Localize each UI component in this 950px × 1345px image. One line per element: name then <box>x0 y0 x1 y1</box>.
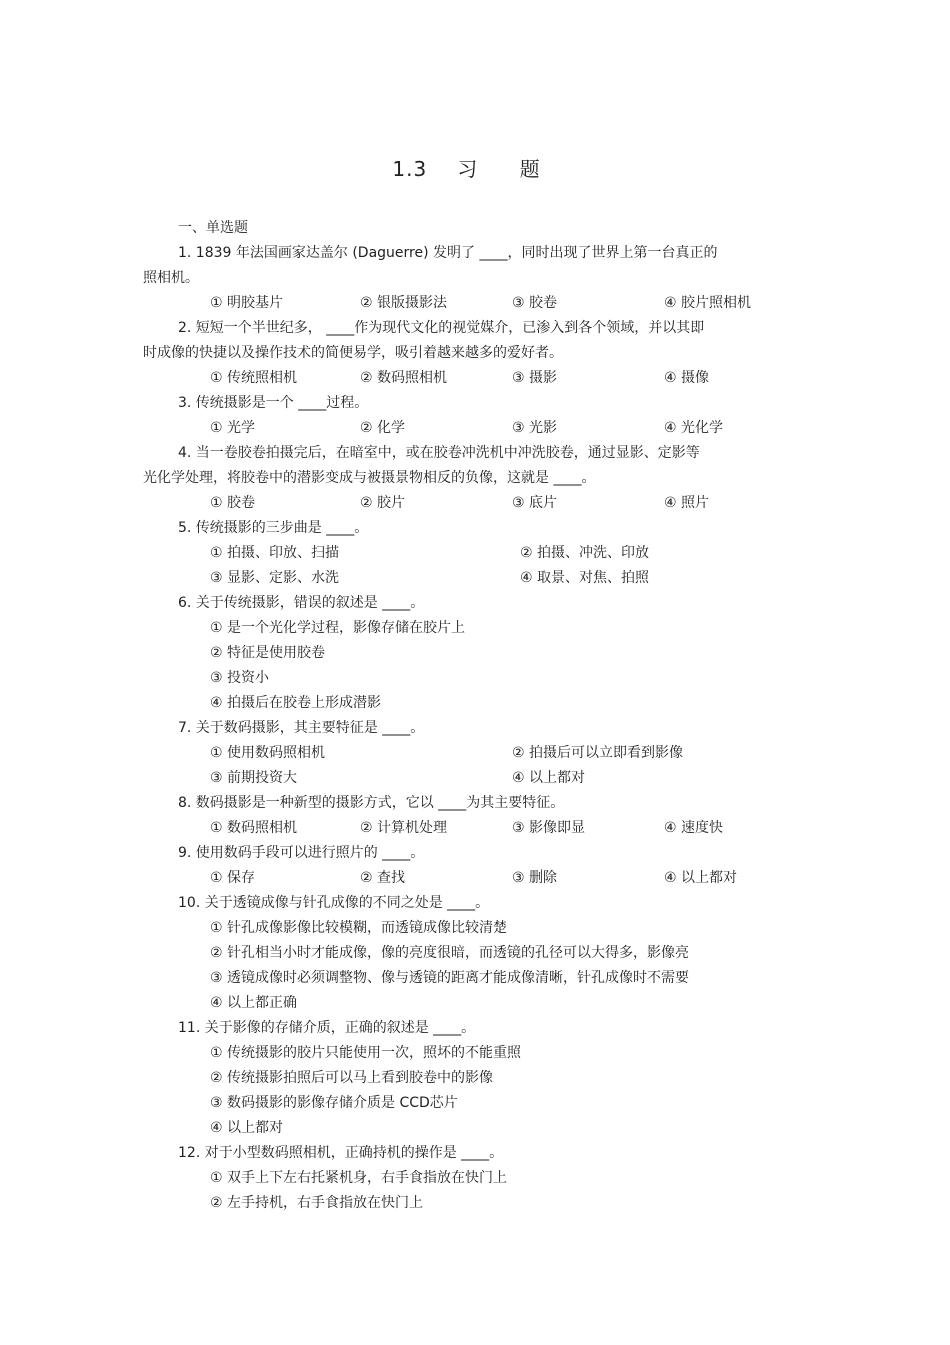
question-8-option-3: ③ 影像即显 <box>512 820 586 836</box>
question-12-option-2: ② 左手持机，右手食指放在快门上 <box>210 1195 424 1211</box>
question-1-text-cont: 照相机。 <box>143 270 199 286</box>
question-6-option-3: ③ 投资小 <box>210 670 270 686</box>
question-10-text: 10. 关于透镜成像与针孔成像的不同之处是 ____。 <box>178 895 490 911</box>
question-4-option-1: ① 胶卷 <box>210 495 256 511</box>
question-6-option-4: ④ 拍摄后在胶卷上形成潜影 <box>210 695 382 711</box>
question-10-option-3: ③ 透镜成像时必须调整物、像与透镜的距离才能成像清晰，针孔成像时不需要 <box>210 970 689 986</box>
question-12-text: 12. 对于小型数码照相机，正确持机的操作是 ____。 <box>178 1145 504 1161</box>
question-7-option-2: ② 拍摄后可以立即看到影像 <box>512 745 684 761</box>
question-9-option-4: ④ 以上都对 <box>664 870 738 886</box>
question-2-option-2: ② 数码照相机 <box>360 370 448 386</box>
title-text: 习 题 <box>457 157 558 181</box>
question-4-option-2: ② 胶片 <box>360 495 406 511</box>
question-1-option-3: ③ 胶卷 <box>512 295 558 311</box>
question-4-option-3: ③ 底片 <box>512 495 558 511</box>
question-11-text: 11. 关于影像的存储介质，正确的叙述是 ____。 <box>178 1020 476 1036</box>
question-4-option-4: ④ 照片 <box>664 495 710 511</box>
question-6-option-2: ② 特征是使用胶卷 <box>210 645 326 661</box>
question-4-text: 4. 当一卷胶卷拍摄完后，在暗室中，或在胶卷冲洗机中冲洗胶卷，通过显影、定影等 <box>178 445 700 461</box>
question-5-text: 5. 传统摄影的三步曲是 ____。 <box>178 520 369 536</box>
question-5-option-4: ④ 取景、对焦、拍照 <box>520 570 650 586</box>
question-9-text: 9. 使用数码手段可以进行照片的 ____。 <box>178 845 425 861</box>
section-heading: 一、单选题 <box>178 220 248 236</box>
question-8-option-4: ④ 速度快 <box>664 820 724 836</box>
question-12-option-1: ① 双手上下左右托紧机身，右手食指放在快门上 <box>210 1170 507 1186</box>
question-2-option-1: ① 传统照相机 <box>210 370 298 386</box>
question-11-option-2: ② 传统摄影拍照后可以马上看到胶卷中的影像 <box>210 1070 493 1086</box>
question-11-option-4: ④ 以上都对 <box>210 1120 284 1136</box>
question-9-option-3: ③ 删除 <box>512 870 558 886</box>
question-8-option-2: ② 计算机处理 <box>360 820 448 836</box>
question-4-text-cont: 光化学处理，将胶卷中的潜影变成与被摄景物相反的负像，这就是 ____。 <box>143 470 596 486</box>
question-10-option-1: ① 针孔成像影像比较模糊，而透镜成像比较清楚 <box>210 920 507 936</box>
page-title <box>0 153 950 182</box>
question-7-option-3: ③ 前期投资大 <box>210 770 298 786</box>
question-9-option-1: ① 保存 <box>210 870 256 886</box>
question-1-option-4: ④ 胶片照相机 <box>664 295 752 311</box>
question-11-option-1: ① 传统摄影的胶片只能使用一次，照坏的不能重照 <box>210 1045 521 1061</box>
question-1-text: 1. 1839 年法国画家达盖尔 (Daguerre) 发明了 ____，同时出现了世界上第一台真正的 <box>178 245 718 261</box>
question-6-option-1: ① 是一个光化学过程，影像存储在胶片上 <box>210 620 465 636</box>
question-7-option-4: ④ 以上都对 <box>512 770 586 786</box>
question-9-option-2: ② 查找 <box>360 870 406 886</box>
question-3-option-1: ① 光学 <box>210 420 256 436</box>
question-2-text-cont: 时成像的快捷以及操作技术的简便易学，吸引着越来越多的爱好者。 <box>143 345 563 361</box>
question-3-text: 3. 传统摄影是一个 ____过程。 <box>178 395 369 411</box>
question-2-text: 2. 短短一个半世纪多， ____作为现代文化的视觉媒介，已渗入到各个领域，并以其即 <box>178 320 705 336</box>
question-11-option-3: ③ 数码摄影的影像存储介质是 CCD芯片 <box>210 1095 458 1111</box>
question-1-option-1: ① 明胶基片 <box>210 295 284 311</box>
question-5-option-1: ① 拍摄、印放、扫描 <box>210 545 340 561</box>
question-3-option-4: ④ 光化学 <box>664 420 724 436</box>
question-7-text: 7. 关于数码摄影，其主要特征是 ____。 <box>178 720 425 736</box>
question-6-text: 6. 关于传统摄影，错误的叙述是 ____。 <box>178 595 425 611</box>
question-7-option-1: ① 使用数码照相机 <box>210 745 326 761</box>
question-8-text: 8. 数码摄影是一种新型的摄影方式，它以 ____为其主要特征。 <box>178 795 565 811</box>
question-3-option-3: ③ 光影 <box>512 420 558 436</box>
question-2-option-4: ④ 摄像 <box>664 370 710 386</box>
question-1-option-2: ② 银版摄影法 <box>360 295 448 311</box>
question-10-option-2: ② 针孔相当小时才能成像，像的亮度很暗，而透镜的孔径可以大得多，影像亮 <box>210 945 689 961</box>
question-10-option-4: ④ 以上都正确 <box>210 995 298 1011</box>
question-3-option-2: ② 化学 <box>360 420 406 436</box>
title-number: 1.3 <box>392 157 428 181</box>
question-5-option-3: ③ 显影、定影、水洗 <box>210 570 340 586</box>
question-5-option-2: ② 拍摄、冲洗、印放 <box>520 545 650 561</box>
question-8-option-1: ① 数码照相机 <box>210 820 298 836</box>
question-2-option-3: ③ 摄影 <box>512 370 558 386</box>
